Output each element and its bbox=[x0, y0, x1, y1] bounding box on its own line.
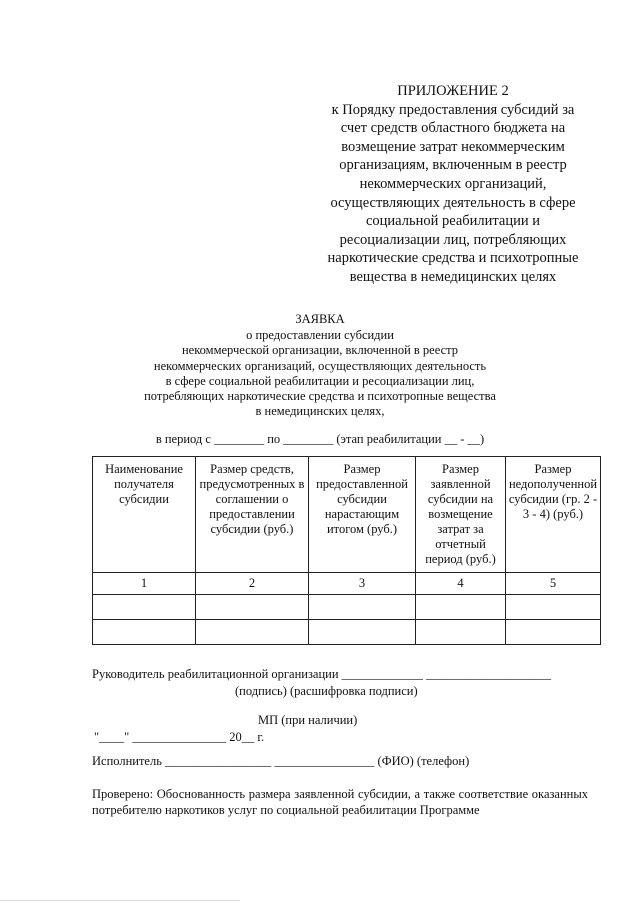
column-number: 3 bbox=[309, 573, 416, 595]
table-cell[interactable] bbox=[309, 620, 416, 645]
request-line: некоммерческих организаций, осуществляющих деятельность bbox=[153, 358, 487, 373]
appendix-block bbox=[318, 82, 588, 287]
table-row bbox=[93, 595, 601, 620]
period-line: в период с ________ по ________ (этап реабилитации __ - __) bbox=[155, 432, 485, 446]
appendix-line: ресоциализации лиц, потребляющих bbox=[339, 231, 567, 248]
verification-text: Проверено: Обоснованность размера заявленной субсидии, а также соответствие оказанных потребителю наркотиков услуг по социальной реабилитации Программе bbox=[92, 787, 588, 817]
table-cell[interactable] bbox=[196, 595, 309, 620]
stamp-label: МП (при наличии) bbox=[258, 713, 358, 727]
column-number: 5 bbox=[506, 573, 601, 595]
column-number: 4 bbox=[416, 573, 506, 595]
date-line: "____" _______________ 20__ г. bbox=[94, 730, 265, 744]
column-header: Наименование получателя субсидии bbox=[93, 457, 196, 573]
column-header: Размер предоставленной субсидии нарастающим итогом (руб.) bbox=[309, 457, 416, 573]
request-title: ЗАЯВКА bbox=[295, 312, 345, 326]
table-header-row bbox=[93, 457, 601, 573]
head-signature-line: Руководитель реабилитационной организации _____________ ____________________ bbox=[92, 667, 552, 681]
column-number: 2 bbox=[196, 573, 309, 595]
table-cell[interactable] bbox=[309, 595, 416, 620]
table-cell[interactable] bbox=[416, 595, 506, 620]
table-cell[interactable] bbox=[506, 595, 601, 620]
table-cell[interactable] bbox=[93, 595, 196, 620]
appendix-title: ПРИЛОЖЕНИЕ 2 bbox=[397, 83, 509, 99]
column-number-row bbox=[93, 573, 601, 595]
appendix-line: счет средств областного бюджета на bbox=[340, 120, 566, 137]
appendix-line: вещества в немедицинских целях bbox=[349, 268, 557, 285]
appendix-line: социальной реабилитации и bbox=[365, 213, 541, 230]
column-header: Размер заявленной субсидии на возмещение затрат за отчетный период (руб.) bbox=[416, 457, 506, 573]
table-cell[interactable] bbox=[93, 620, 196, 645]
appendix-line: некоммерческих организаций, bbox=[359, 175, 547, 192]
column-number: 1 bbox=[93, 573, 196, 595]
table-row bbox=[93, 620, 601, 645]
column-header: Размер средств, предусмотренных в соглашении о предоставлении субсидии (руб.) bbox=[196, 457, 309, 573]
table-cell[interactable] bbox=[416, 620, 506, 645]
appendix-line: к Порядку предоставления субсидий за bbox=[331, 101, 575, 118]
signature-caption: (подпись) (расшифровка подписи) bbox=[235, 684, 418, 698]
request-block bbox=[110, 312, 530, 419]
column-header: Размер недополученной субсидии (гр. 2 - 3 - 4) (руб.) bbox=[506, 457, 601, 573]
request-line: в немедицинских целях, bbox=[255, 404, 385, 419]
appendix-line: возмещение затрат некоммерческим bbox=[341, 138, 565, 155]
appendix-line: наркотические средства и психотропные bbox=[327, 250, 579, 267]
scan-edge bbox=[0, 900, 240, 901]
request-line: о предоставлении субсидии bbox=[246, 328, 394, 343]
table-cell[interactable] bbox=[196, 620, 309, 645]
request-line: в сфере социальной реабилитации и ресоциализации лиц, bbox=[165, 373, 475, 388]
request-line: потребляющих наркотические средства и психотропные вещества bbox=[144, 389, 496, 404]
subsidy-table bbox=[92, 456, 601, 645]
appendix-line: осуществляющих деятельность в сфере bbox=[330, 194, 576, 211]
request-line: некоммерческой организации, включенной в реестр bbox=[181, 343, 458, 358]
appendix-line: организациям, включенным в реестр bbox=[339, 157, 567, 174]
executor-line: Исполнитель _________________ ________________ (ФИО) (телефон) bbox=[92, 754, 470, 768]
table-cell[interactable] bbox=[506, 620, 601, 645]
